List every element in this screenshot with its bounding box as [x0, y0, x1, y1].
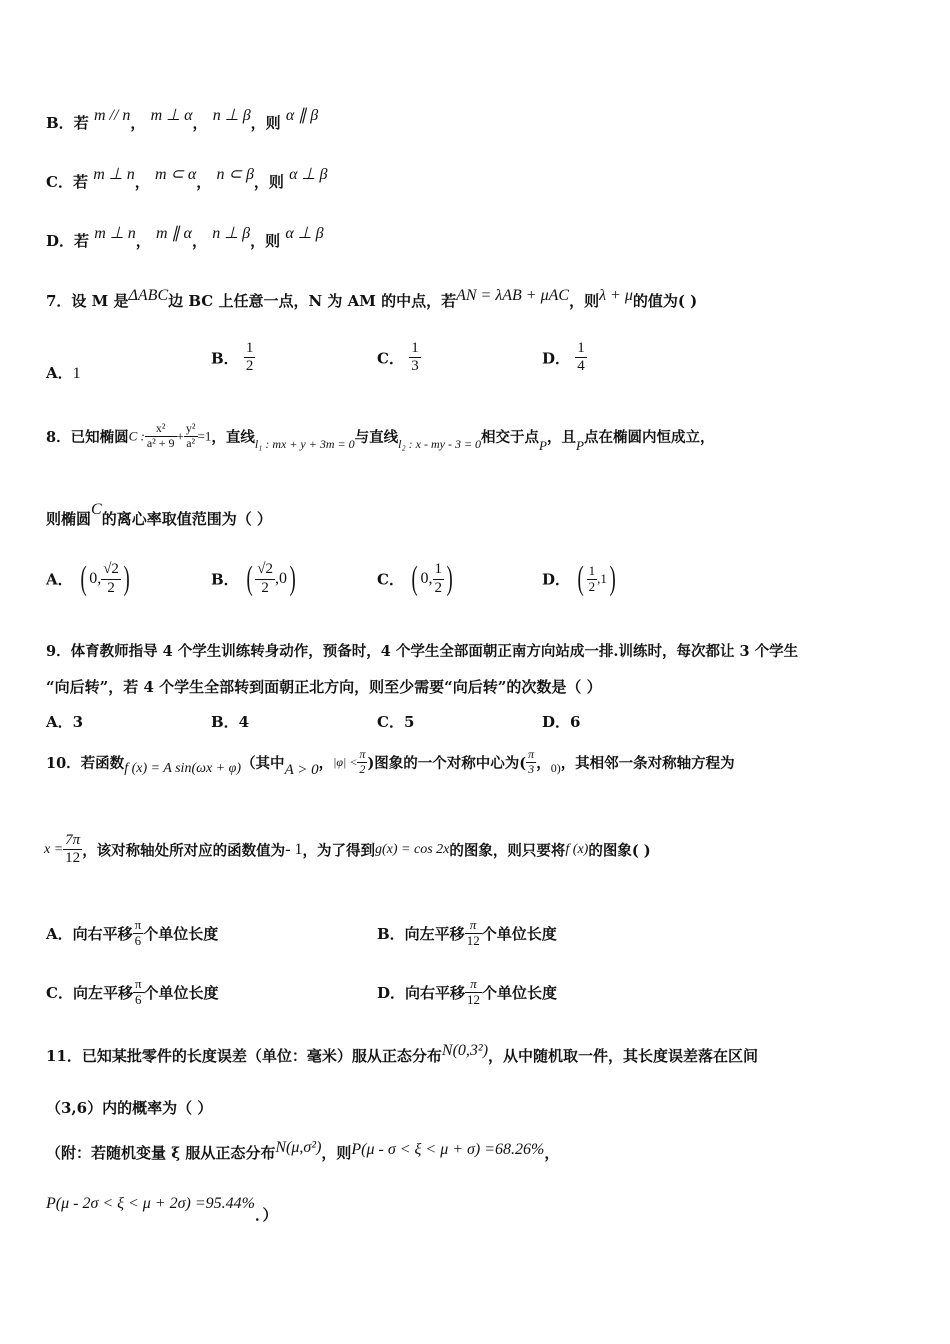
left-paren: ( — [246, 560, 253, 597]
q10-text-2: （其中 — [241, 754, 285, 772]
q8-line2-a: 则椭圆 — [46, 510, 92, 528]
equals-one: =1 — [197, 428, 212, 444]
ellipse-name: C : — [128, 428, 145, 444]
conclusion: α ⊥ β — [289, 166, 328, 183]
q11-stem-line4 — [46, 1195, 278, 1224]
q10-stem-line1 — [46, 748, 735, 777]
x-equals: x = — [44, 841, 64, 857]
q6-option-b: B．若 m // n， m ⊥ α， n ⊥ β，则 α ∥ β — [46, 107, 319, 132]
comma: ， — [544, 1144, 560, 1162]
function-f: f (x) = A sin(ωx + φ) — [124, 761, 242, 777]
option-label: C． — [377, 349, 404, 368]
q6-option-d: D．若 m ⊥ n， m ∥ α， n ⊥ β，则 α ⊥ β — [46, 225, 324, 250]
fraction — [101, 561, 121, 597]
fraction — [575, 340, 587, 376]
conclusion: α ⊥ β — [285, 225, 324, 242]
ellipse-frac-y — [184, 422, 198, 451]
q8-line2-b: 的离心率取值范围为（ ） — [101, 510, 272, 528]
interval-right: ,0 — [274, 570, 287, 587]
numerator: π — [134, 976, 142, 991]
q11-text-2: ，从中随机取一件，其长度误差落在区间 — [488, 1047, 759, 1065]
q11-stem-line3 — [46, 1139, 560, 1163]
q10-text-3: ， — [318, 754, 334, 772]
q8-text-2: ，直线 — [211, 428, 255, 446]
condition-1: m ⊥ n — [94, 225, 136, 242]
denominator: 12 — [65, 850, 81, 867]
option-suffix: 个单位长度 — [481, 924, 557, 943]
q11-text-1: 11．已知某批零件的长度误差（单位：毫米）服从正态分布 — [46, 1047, 442, 1065]
word-ze: ，则 — [250, 232, 281, 250]
option-label: B． — [46, 114, 74, 132]
option-suffix: 个单位长度 — [143, 983, 219, 1002]
word-ruo: 若 — [72, 173, 88, 191]
function-g: g(x) = cos 2x — [375, 841, 450, 857]
fraction — [244, 340, 256, 376]
q8-option-a — [46, 560, 132, 598]
zero-paren: 0) — [550, 761, 561, 776]
right-paren: ) — [123, 560, 130, 597]
numerator: π — [359, 747, 366, 761]
q9-option-d: D．6 — [542, 713, 581, 731]
q8-intro: 8．已知椭圆 — [46, 428, 129, 446]
numerator: π — [528, 747, 535, 761]
q7-text-2: 边 BC 上任意一点，N 为 AM 的中点，若 — [168, 292, 457, 310]
q7-option-c — [377, 340, 421, 376]
numerator: 1 — [244, 340, 256, 358]
option-prefix: D．向右平移 — [377, 983, 466, 1002]
condition-3: n ⊥ β — [212, 107, 251, 124]
fraction — [409, 340, 421, 376]
q10-text-10: 的图象( ) — [588, 842, 651, 860]
denominator: 2 — [261, 579, 269, 596]
q9-line2: “向后转”，若 4 个学生全部转到面朝正北方向，则至少需要“向后转”的次数是（ ） — [46, 678, 602, 696]
q8-text-3: 与直线 — [354, 428, 399, 446]
q10-option-c — [46, 977, 219, 1008]
right-paren: ) — [446, 560, 453, 597]
q9-option-c: C．5 — [377, 713, 415, 731]
fraction — [433, 561, 445, 597]
q8-option-d — [542, 560, 618, 598]
word-ze: ，则 — [250, 114, 281, 132]
q8-option-b — [211, 560, 298, 598]
phi-bound: |φ| < — [333, 754, 358, 769]
fraction — [63, 832, 82, 868]
q10-text-9: 的图象，则只要将 — [449, 842, 566, 860]
denominator: 6 — [134, 991, 142, 1007]
fraction — [133, 977, 144, 1008]
vector-equation: AN = λAB + μAC — [456, 287, 570, 304]
option-label: C． — [46, 173, 73, 191]
q10-text-6: ，其相邻一条对称轴方程为 — [560, 754, 735, 772]
numerator: 1 — [409, 340, 421, 358]
denominator: 6 — [134, 932, 142, 948]
condition-3: n ⊥ β — [212, 225, 251, 242]
q8-text-6: 点在椭圆内恒成立， — [583, 428, 715, 446]
numerator: 1 — [588, 562, 596, 578]
q7-text-3: ，则 — [569, 292, 600, 310]
condition-2: m ⊥ α — [150, 107, 193, 124]
q8-option-c — [377, 560, 455, 598]
condition-2: m ⊂ α — [154, 166, 197, 183]
q10-option-a — [46, 918, 218, 949]
ellipse-c: C — [91, 501, 102, 518]
denominator: 2 — [107, 579, 115, 596]
option-suffix: 个单位长度 — [482, 983, 558, 1002]
q10-option-b — [377, 918, 557, 949]
option-label: D． — [542, 570, 571, 589]
plus-sign: + — [176, 428, 184, 444]
numerator: π — [465, 918, 482, 934]
q7-option-a — [46, 362, 81, 383]
denominator: 12 — [467, 991, 481, 1007]
function-fx: f (x) — [565, 841, 589, 857]
q11-stem-line1 — [46, 1042, 759, 1066]
q7-option-b — [211, 340, 255, 376]
line-l2: l₂ : x - my - 3 = 0 — [398, 437, 482, 452]
condition-2: m ∥ α — [156, 225, 192, 242]
interval-right: ,1 — [597, 571, 607, 586]
denominator: a² — [186, 435, 196, 450]
q6-option-c: C．若 m ⊥ n， m ⊂ α， n ⊂ β，则 α ⊥ β — [46, 166, 328, 191]
denominator: 12 — [466, 932, 480, 948]
option-label: B． — [211, 349, 239, 368]
fraction — [587, 564, 598, 595]
normal-dist: N(0,3²) — [441, 1042, 489, 1059]
option-label: C． — [377, 570, 404, 589]
denominator: 3 — [528, 761, 535, 776]
prob-two-sigma: P(μ - 2σ < ξ < μ + 2σ) =95.44% — [46, 1195, 255, 1212]
left-paren: ( — [80, 560, 87, 597]
q8-text-4: 相交于点 — [481, 428, 540, 446]
lambda-plus-mu: λ + μ — [599, 287, 633, 304]
word-ruo: 若 — [74, 232, 90, 250]
denominator: 2 — [588, 578, 596, 594]
q10-text-5: ， — [536, 754, 551, 772]
option-label: D． — [46, 232, 75, 250]
fraction — [357, 748, 367, 777]
q10-text-8: ，为了得到 — [302, 842, 376, 860]
option-prefix: B．向左平移 — [377, 924, 465, 943]
q9-line1: 9．体育教师指导 4 个学生训练转身动作，预备时，4 个学生全部面朝正南方向站成一排.训练时，每次都让 3 个学生 — [46, 643, 799, 660]
ellipse-frac-x — [145, 422, 177, 451]
denominator: 2 — [359, 761, 366, 776]
a-positive: A > 0 — [284, 762, 319, 779]
fraction — [133, 918, 144, 949]
conclusion: α ∥ β — [285, 107, 319, 124]
word-ruo: 若 — [73, 114, 89, 132]
right-paren: ) — [609, 560, 616, 597]
condition-3: n ⊂ β — [216, 166, 254, 183]
fraction — [465, 918, 482, 949]
point-p-2: P — [576, 438, 584, 454]
q8-text-5: ，且 — [547, 428, 576, 446]
q8-stem-line2 — [46, 501, 272, 529]
numerator: 1 — [433, 561, 445, 579]
numerator: 1 — [575, 340, 587, 358]
numerator: y² — [185, 421, 196, 435]
q7-stem — [46, 287, 698, 311]
option-prefix: C．向左平移 — [46, 983, 133, 1002]
q10-intro: 10．若函数 — [46, 754, 125, 772]
prob-one-sigma: P(μ - σ < ξ < μ + σ) =68.26% — [351, 1141, 545, 1158]
q11-stem-line2: （3,6）内的概率为（ ） — [46, 1099, 213, 1117]
closing-paren: ．） — [254, 1206, 278, 1224]
denominator: a² + 9 — [146, 435, 175, 450]
q7-intro: 7．设 M 是 — [46, 292, 129, 310]
option-prefix: A．向右平移 — [46, 924, 133, 943]
option-value: 1 — [72, 365, 81, 382]
right-paren: ) — [289, 560, 296, 597]
numerator: π — [134, 917, 142, 932]
q11-text-3: （附：若随机变量 ξ 服从正态分布 — [46, 1144, 276, 1162]
numerator: √2 — [255, 561, 275, 579]
denominator: 2 — [434, 579, 443, 596]
numerator: x² — [145, 422, 177, 437]
q7-text-4: 的值为( ) — [632, 292, 698, 310]
q9-option-b: B．4 — [211, 713, 250, 731]
neg-one: - 1 — [285, 840, 303, 858]
denominator: 2 — [245, 358, 254, 375]
denominator: 4 — [577, 358, 585, 375]
point-p: P — [539, 438, 547, 454]
q7-option-d — [542, 340, 587, 376]
fraction — [526, 748, 536, 777]
q9-option-a: A．3 — [46, 713, 84, 731]
normal-dist-2: N(μ,σ²) — [275, 1139, 322, 1156]
q8-stem-line1 — [46, 421, 715, 454]
left-paren: ( — [577, 560, 585, 597]
q10-text-7: ，该对称轴处所对应的函数值为 — [82, 842, 286, 860]
numerator: 7π — [63, 832, 82, 850]
q11-text-4: ，则 — [321, 1144, 352, 1162]
numerator: π — [465, 977, 482, 993]
condition-1: m // n — [93, 107, 131, 124]
fraction — [465, 977, 482, 1008]
denominator: 3 — [411, 358, 419, 375]
condition-1: m ⊥ n — [93, 166, 135, 183]
option-suffix: 个单位长度 — [143, 924, 219, 943]
option-label: D． — [542, 349, 571, 368]
fraction — [255, 561, 275, 597]
triangle-abc: ΔABC — [128, 287, 169, 304]
word-ze: ，则 — [253, 173, 284, 191]
option-label: A． — [46, 364, 73, 382]
option-label: B． — [211, 570, 239, 589]
interval-left: 0, — [89, 570, 102, 587]
left-paren: ( — [411, 560, 418, 597]
q10-option-d — [377, 977, 557, 1008]
line-l1: l₁ : mx + y + 3m = 0 — [254, 437, 355, 452]
q10-stem-line2 — [46, 832, 651, 868]
interval-left: 0, — [420, 570, 433, 587]
option-label: A． — [46, 570, 73, 589]
q10-text-4: )图象的一个对称中心为( — [367, 754, 527, 772]
numerator: √2 — [101, 561, 121, 579]
